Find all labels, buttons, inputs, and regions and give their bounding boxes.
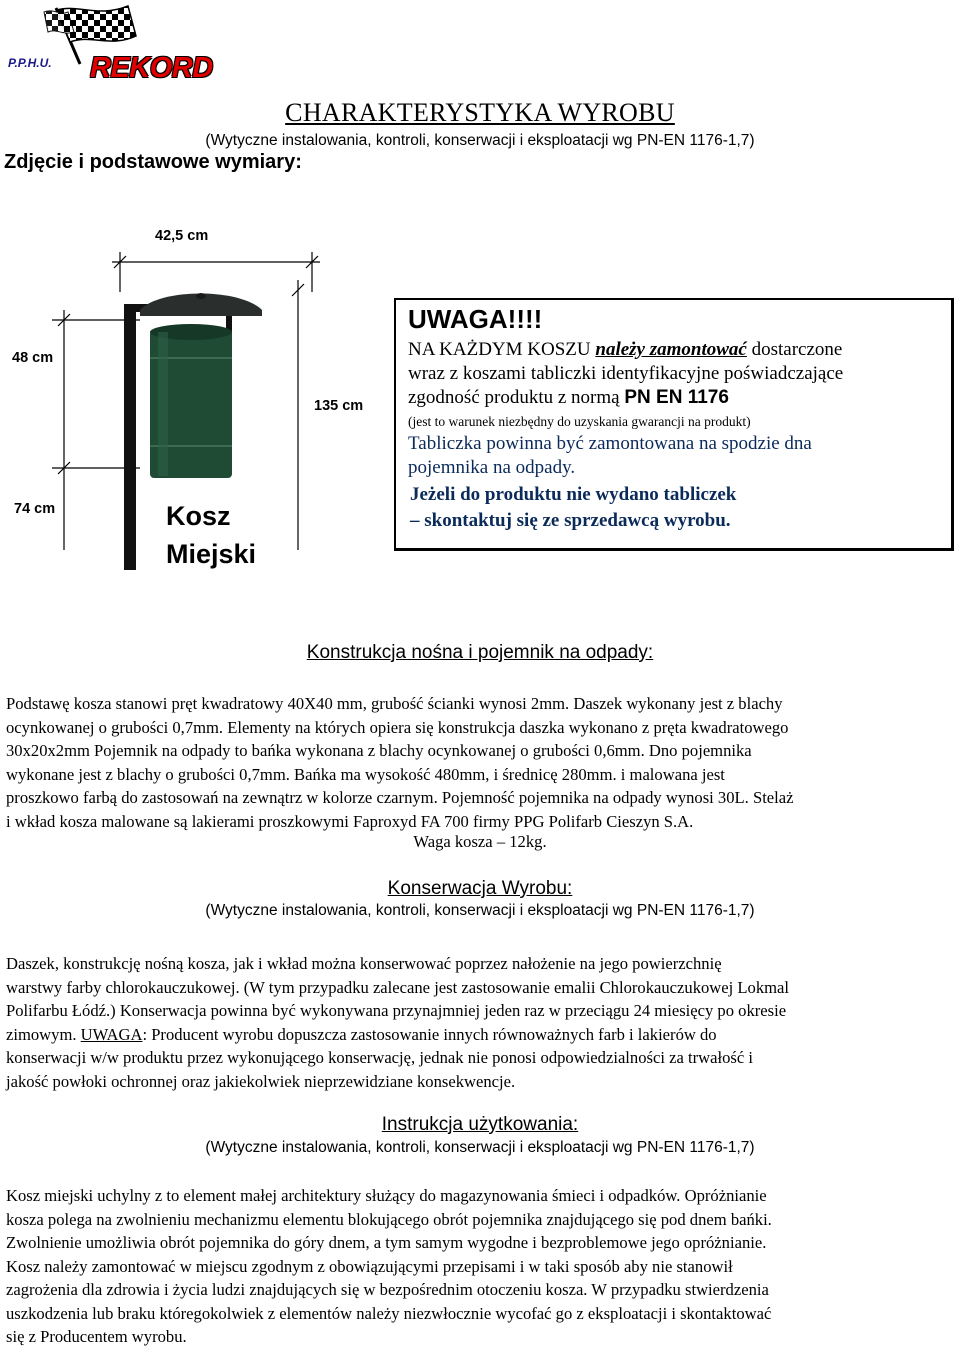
warning-line-1-post: dostarczone xyxy=(746,339,843,360)
logo-wordmark: REKORD xyxy=(90,52,213,84)
product-label-line1: Kosz xyxy=(166,501,231,531)
usage-line: Kosz należy zamontować w miejscu zgodnym z obowiązującymi przepisami i w taki sposób aby nie stanowił xyxy=(6,1256,733,1276)
usage-line: Zwolnienie umożliwia obrót pojemnika do góry dnem, a tym samym wygodne i bezproblemowe jego opróżnianie. xyxy=(6,1233,767,1252)
maintenance-guideline: (Wytyczne instalowania, kontroli, konserwacji i eksploatacji wg PN-EN 1176-1,7) xyxy=(205,902,755,919)
warning-line-8: – skontaktuj się ze sprzedawcą wyrobu. xyxy=(410,510,731,531)
document-title: CHARAKTERYSTYKA WYROBU xyxy=(285,98,675,127)
usage-heading: Instrukcja użytkowania: xyxy=(381,1114,579,1135)
warning-emphasis: należy zamontować xyxy=(595,339,747,360)
total-height-label: 135 cm xyxy=(314,398,364,414)
warning-title: UWAGA!!!! xyxy=(408,304,543,334)
width-dimension-label: 42,5 cm xyxy=(155,228,209,244)
warning-line-3-pre: zgodność produktu z normą xyxy=(408,387,625,408)
maintenance-line: warstwy farby chlorokauczukowej. (W tym przypadku zalecane jest zastosowanie emalii Chlorokauczukowej Lokmal xyxy=(6,977,790,997)
construction-line: 30x20x2mm Pojemnik na odpady to bańka wykonana z blachy ocynkowanej o grubości 0,6mm. Dno pojemnika xyxy=(6,741,752,760)
bin-height-label: 48 cm xyxy=(12,350,54,366)
logo-brand: P.P.H.U. xyxy=(8,56,52,70)
construction-line: Podstawę kosza stanowi pręt kwadratowy 40X40 mm, grubość ścianki wynosi 2mm. Daszek wykonany jest z blachy xyxy=(6,694,783,713)
usage-line: uszkodzenia lub braku któregokolwiek z elementów należy niezwłocznie wycofać go z eksploatacji i skontaktować xyxy=(6,1303,772,1323)
warning-line-1-pre: NA KAŻDYM KOSZU xyxy=(408,339,596,360)
construction-heading: Konstrukcja nośna i pojemnik na odpady: xyxy=(306,642,654,663)
usage-guideline: (Wytyczne instalowania, kontroli, konserwacji i eksploatacji wg PN-EN 1176-1,7) xyxy=(205,1139,755,1156)
maintenance-line xyxy=(6,1023,946,1047)
maintenance-heading: Konserwacja Wyrobu: xyxy=(387,878,573,899)
construction-line: proszkowo farbą do zastosowań na zewnątrz w kolorze czarnym. Pojemność pojemnika na odpady wynosi 30L. Stelaż xyxy=(6,788,794,807)
maintenance-line: konserwacji w/w produktu przez wykonującego konserwację, jednak nie ponosi odpowiedzialności za trwałość i xyxy=(6,1048,753,1067)
weight-line: Waga kosza – 12kg. xyxy=(413,832,547,851)
warning-line-1 xyxy=(408,339,842,361)
construction-paragraph xyxy=(6,692,946,833)
warning-norm: PN EN 1176 xyxy=(624,387,729,408)
maintenance-line: Polifarbu Łódź.) Konserwacja powinna być wykonywana przynajmniej jeden raz w przeciągu 24 miesięcy po okresie xyxy=(6,1001,787,1020)
usage-line: kosza polega na zwolnieniu mechanizmu elementu blokującego obrót pojemnika znajdującego się pod dnem bańki. xyxy=(6,1209,772,1229)
usage-line: się z Producentem wyrobu. xyxy=(6,1327,187,1346)
maintenance-paragraph xyxy=(6,952,946,1093)
maintenance-line-4-post: : Producent wyrobu dopuszcza zastosowanie innych równoważnych farb i lakierów do xyxy=(142,1024,717,1044)
maintenance-uwaga: UWAGA xyxy=(80,1024,143,1044)
post-shape xyxy=(124,308,136,570)
usage-paragraph xyxy=(6,1184,946,1349)
photo-heading: Zdjęcie i podstawowe wymiary: xyxy=(4,151,302,173)
warning-line-7: Jeżeli do produktu nie wydano tabliczek xyxy=(410,484,737,505)
warning-line-2: wraz z koszami tabliczki identyfikacyjne poświadczające xyxy=(408,363,844,384)
construction-line: i wkład kosza malowane są lakierami proszkowymi Faproxyd FA 700 firmy PPG Polifarb Cieszyn S.A. xyxy=(6,811,694,831)
document-guideline: (Wytyczne instalowania, kontroli, konserwacji i eksploatacji wg PN-EN 1176-1,7) xyxy=(205,132,755,149)
product-label-line2: Miejski xyxy=(166,539,257,569)
base-height-label: 74 cm xyxy=(14,501,56,517)
construction-line: ocynkowanej o grubości 0,7mm. Elementy na których opiera się konstrukcja daszka wykonano z pręta kwadratowego xyxy=(6,717,789,737)
maintenance-line: Daszek, konstrukcję nośną kosza, jak i wkład można konserwować poprzez nałożenie na jego powierzchnię xyxy=(6,954,722,973)
usage-line: Kosz miejski uchylny z to element małej architektury służący do magazynowania śmieci i odpadków. Opróżnianie xyxy=(6,1186,767,1205)
warning-line-6: pojemnika na odpady. xyxy=(408,457,576,478)
warning-line-5: Tabliczka powinna być zamontowana na spodzie dna xyxy=(408,433,812,454)
construction-line: wykonane jest z blachy o grubości 0,7mm. Bańka ma wysokość 480mm, i średnicę 280mm. i malowana jest xyxy=(6,764,725,784)
warning-line-4: (jest to warunek niezbędny do uzyskania gwarancji na produkt) xyxy=(408,414,751,429)
maintenance-line: jakość powłoki ochronnej oraz jakiekolwiek nieprzewidziane konsekwencje. xyxy=(6,1071,516,1091)
maintenance-line-4-pre: zimowym. xyxy=(6,1024,81,1044)
warning-line-3 xyxy=(408,387,729,409)
usage-line: zagrożenia dla zdrowia i życia ludzi znajdujących się w bezpośrednim otoczeniu kosza. W przypadku stwierdzenia xyxy=(6,1280,769,1299)
